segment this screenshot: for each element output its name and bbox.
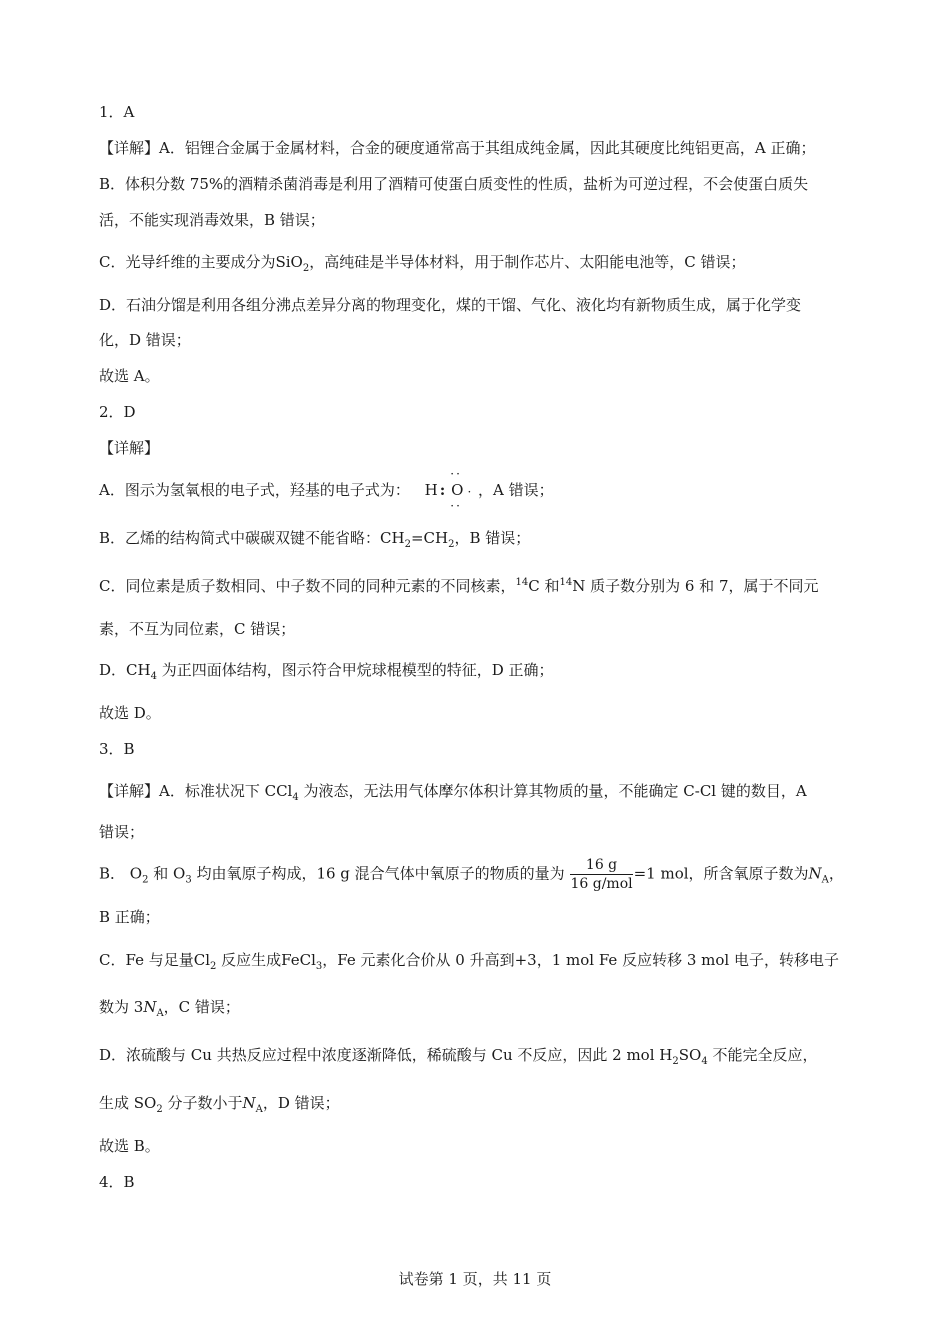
q2-line-c-cont: 素，不互为同位素，C 错误； [99, 620, 296, 638]
q2-conclusion: 故选 D。 [99, 704, 161, 722]
q3-line-a: 【详解】A．标准状况下 CCl$_4$ 为液态，无法用气体摩尔体积计算其物质的量，不能确定 C-Cl 键的数目，A [99, 782, 807, 803]
q2-line-b [99, 528, 530, 548]
text: ，高纯硅是半导体材料，用于制作芯片、太阳能电池等，C 错误； [309, 253, 746, 271]
text: B．乙烯的结构简式中碳碳双键不能省略： [99, 529, 381, 547]
q3-line-d-cont: 生成 $SO_2$ 分子数小于$N_A$，D 错误； [99, 1094, 340, 1115]
q3-conclusion: 故选 B。 [99, 1137, 160, 1155]
q3-line-b: B． $O_2$ 和 $O_3$ 均由氧原子构成，16 g 混合气体中氧原子的物质的量为 $\frac{16 g}{\text{16 g/mol}}$ =1 mol，所含氧原子数为$N_A$， [99, 857, 844, 892]
q3-line-c: C．Fe 与足量$Cl_2$ 反应生成FeCl$_3$，Fe 元素化合价从 0 升高到+3，1 mol Fe 反应转移 3 mol 电子，转移电子 [99, 951, 839, 972]
fraction-moles-oxygen: $\frac{16 g}{\text{16 g/mol}}$ [570, 857, 633, 892]
q3-line-a-cont: 错误； [99, 823, 145, 841]
q2-heading: 【详解】 [99, 439, 160, 457]
q4-number: 4．B [99, 1173, 135, 1191]
q2-number: 2．D [99, 403, 136, 421]
hydroxyl-electron-formula: H : ·· O ·· · [424, 467, 472, 513]
formula-methane: $CH_4$ [126, 661, 157, 682]
q1-number: 1．A [99, 103, 135, 121]
page-footer: 试卷第 1 页，共 11 页 [398, 1270, 552, 1288]
q1-line-b: B．体积分数 75%的酒精杀菌消毒是利用了酒精可使蛋白质变性的性质，盐析为可逆过程，不会使蛋白质失 [99, 175, 809, 193]
q3-line-d: D．浓硫酸与 Cu 共热反应过程中浓度逐渐降低，稀硫酸与 Cu 不反应，因此 2 mol $H_2SO_4$ 不能完全反应， [99, 1046, 818, 1067]
q3-line-b-cont: B 正确； [99, 908, 160, 926]
q1-line-d: D．石油分馏是利用各组分沸点差异分离的物理变化，煤的干馏、气化、液化均有新物质生成，属于化学变 [99, 296, 802, 314]
q2-line-a [99, 467, 554, 513]
q1-line-b-cont: 活，不能实现消毒效果，B 错误； [99, 211, 325, 229]
text: ，B 错误； [454, 529, 531, 547]
text: C．光导纤维的主要成分为 [99, 253, 276, 271]
formula-sio2: SiO$_2$ [275, 253, 310, 274]
q2-line-d: D．$CH_4$ 为正四面体结构，图示符合甲烷球棍模型的特征，D 正确； [99, 661, 554, 682]
q1-line-c [99, 252, 745, 272]
q3-line-c-cont: 数为 $3N_A$，C 错误； [99, 998, 240, 1019]
text: ，A 错误； [478, 481, 554, 499]
q1-line-d-cont: 化，D 错误； [99, 331, 191, 349]
text: C．同位素是质子数相同、中子数不同的同种元素的不同核素， [99, 577, 516, 595]
formula-ethylene: $CH_2=CH_2$ [380, 529, 455, 550]
q3-number: 3．B [99, 740, 135, 758]
q1-conclusion: 故选 A。 [99, 367, 160, 385]
text: A．图示为氢氧根的电子式，羟基的电子式为： [99, 481, 410, 499]
q1-line-a: 【详解】A．铝锂合金属于金属材料，合金的硬度通常高于其组成纯金属，因此其硬度比纯铝更高，A 正确； [99, 139, 816, 157]
q2-line-c: C．同位素是质子数相同、中子数不同的同种元素的不同核素，$^{14}$C 和$^{14}$N 质子数分别为 6 和 7，属于不同元 [99, 577, 819, 595]
